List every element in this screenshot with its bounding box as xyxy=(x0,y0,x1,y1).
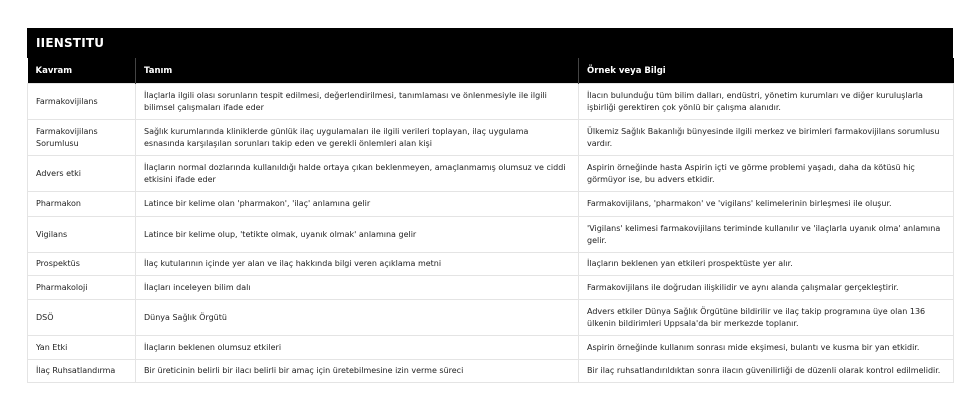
cell-definition: Bir üreticinin belirli bir ilacı belirli bir amaç için üretebilmesine izin verme süreci xyxy=(136,360,579,383)
cell-concept: İlaç Ruhsatlandırma xyxy=(28,360,136,383)
header-concept: Kavram xyxy=(28,58,136,84)
table-row xyxy=(28,156,954,192)
cell-example: Advers etkiler Dünya Sağlık Örgütüne bildirilir ve ilaç takip programına üye olan 136 ülkenin bildirimleri Uppsala'da bir merkezde toplanır. xyxy=(579,300,954,336)
cell-concept: Prospektüs xyxy=(28,253,136,276)
cell-example: Aspirin örneğinde hasta Aspirin içti ve görme problemi yaşadı, daha da kötüsü hiç görmüyor ise, bu advers etkidir. xyxy=(579,156,954,192)
cell-concept: DSÖ xyxy=(28,300,136,336)
cell-definition: Latince bir kelime olup, 'tetikte olmak, uyanık olmak' anlamına gelir xyxy=(136,217,579,253)
table-row xyxy=(28,253,954,276)
cell-concept: Pharmakoloji xyxy=(28,276,136,300)
cell-definition: İlaçları inceleyen bilim dalı xyxy=(136,276,579,300)
table-row xyxy=(28,217,954,253)
cell-concept: Farmakovijilans Sorumlusu xyxy=(28,120,136,156)
cell-example: İlacın bulunduğu tüm bilim dalları, endüstri, yönetim kurumları ve diğer kuruluşlarla işbirliği gerektiren çok yönlü bir çalışma alanıdır. xyxy=(579,84,954,120)
cell-concept: Farmakovijilans xyxy=(28,84,136,120)
cell-definition: Sağlık kurumlarında kliniklerde günlük ilaç uygulamaları ile ilgili verileri toplayan, ilaç uygulama esnasında karşılaşılan sorunları takip eden ve gerekli önlemleri alan kişi xyxy=(136,120,579,156)
cell-example: Ülkemiz Sağlık Bakanlığı bünyesinde ilgili merkez ve birimleri farmakovijilans sorumlusu vardır. xyxy=(579,120,954,156)
table-row xyxy=(28,360,954,383)
table-row xyxy=(28,276,954,300)
cell-definition: İlaç kutularının içinde yer alan ve ilaç hakkında bilgi veren açıklama metni xyxy=(136,253,579,276)
cell-example: Farmakovijilans, 'pharmakon' ve 'vigilans' kelimelerinin birleşmesi ile oluşur. xyxy=(579,192,954,217)
cell-concept: Yan Etki xyxy=(28,336,136,360)
content-table-card xyxy=(27,28,953,383)
table-row xyxy=(28,84,954,120)
cell-definition: Dünya Sağlık Örgütü xyxy=(136,300,579,336)
cell-example: 'Vigilans' kelimesi farmakovijilans teriminde kullanılır ve 'ilaçlarla uyanık olma' anlamına gelir. xyxy=(579,217,954,253)
cell-example: İlaçların beklenen yan etkileri prospektüste yer alır. xyxy=(579,253,954,276)
table-title: IIENSTITU xyxy=(27,28,953,58)
cell-definition: İlaçların beklenen olumsuz etkileri xyxy=(136,336,579,360)
table-header-row xyxy=(28,58,954,84)
cell-definition: Latince bir kelime olan 'pharmakon', 'ilaç' anlamına gelir xyxy=(136,192,579,217)
cell-definition: İlaçların normal dozlarında kullanıldığı halde ortaya çıkan beklenmeyen, amaçlanmamış olumsuz ve ciddi etkisini ifade eder xyxy=(136,156,579,192)
cell-example: Farmakovijilans ile doğrudan ilişkilidir ve aynı alanda çalışmalar gerçekleştirir. xyxy=(579,276,954,300)
cell-concept: Vigilans xyxy=(28,217,136,253)
table-row xyxy=(28,300,954,336)
cell-example: Bir ilaç ruhsatlandırıldıktan sonra ilacın güvenilirliği de düzenli olarak kontrol edilmelidir. xyxy=(579,360,954,383)
cell-definition: İlaçlarla ilgili olası sorunların tespit edilmesi, değerlendirilmesi, tanımlaması ve önlenmesiyle ile ilgili bilimsel çalışmaları ifade eder xyxy=(136,84,579,120)
header-example: Örnek veya Bilgi xyxy=(579,58,954,84)
table-row xyxy=(28,336,954,360)
table-row xyxy=(28,120,954,156)
cell-concept: Pharmakon xyxy=(28,192,136,217)
cell-example: Aspirin örneğinde kullanım sonrası mide ekşimesi, bulantı ve kusma bir yan etkidir. xyxy=(579,336,954,360)
cell-concept: Advers etki xyxy=(28,156,136,192)
table-row xyxy=(28,192,954,217)
concept-table xyxy=(27,58,954,383)
header-definition: Tanım xyxy=(136,58,579,84)
